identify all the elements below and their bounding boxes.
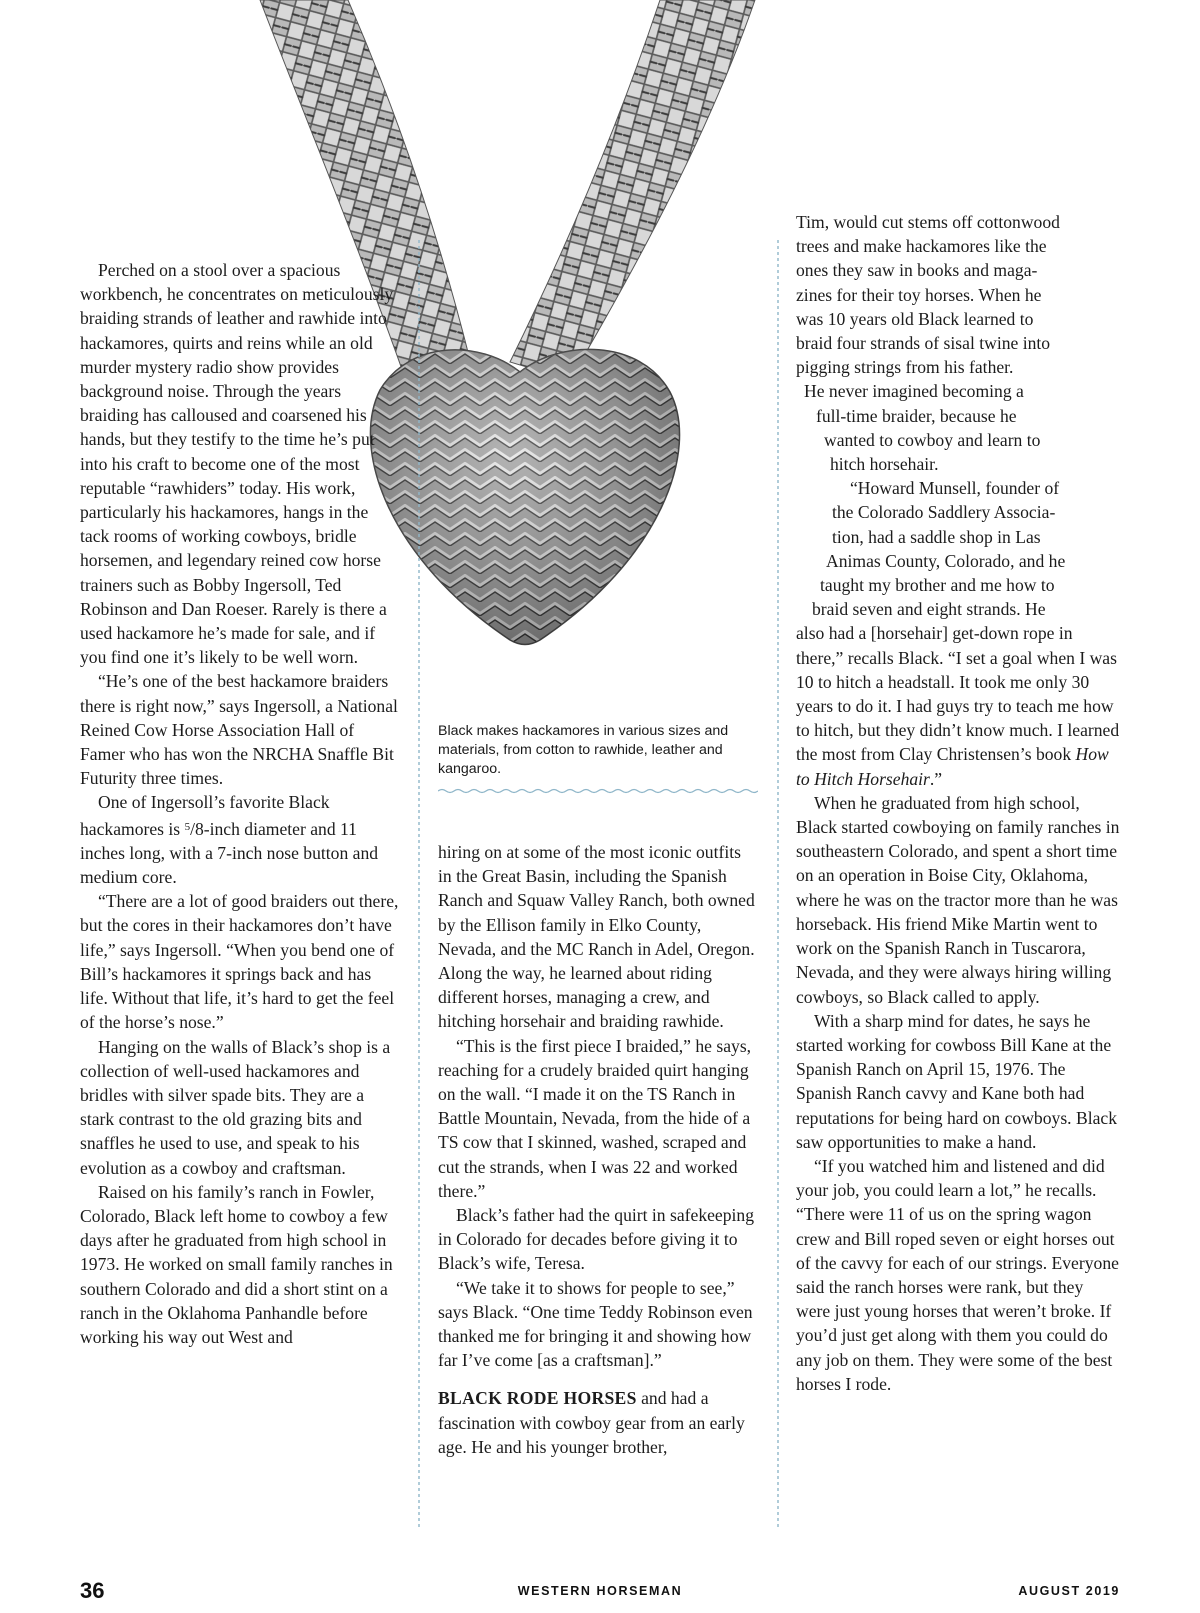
paragraph: Black’s father had the quirt in safekeeping in Colorado for decades before giving it to Black’s wife, Teresa.: [438, 1205, 755, 1274]
paragraph: He never imagined becoming a full-time braider, because he wanted to cowboy and learn to hitch horsehair.: [804, 381, 1041, 475]
paragraph: When he graduated from high school, Black started cowboying on family ranches in southeastern Colorado, and spent a short time on an operation in Boise City, Oklahoma, where he was on the tractor more than he was horseback. His friend Mike Martin went to work on the Spanish Ranch in Tuscarora, Nevada, and they were always hiring willing cowboys, so Black called to apply.: [796, 792, 1120, 1007]
paragraph: “He’s one of the best hackamore braiders there is right now,” says Ingersoll, a National Reined Cow Horse Association Hall of Famer who has won the NRCHA Snaffle Bit Futurity three times.: [80, 671, 398, 789]
paragraph: “If you watched him and listened and did your job, you could learn a lot,” he recalls. “There were 11 of us on the spring wagon crew and Bill roped seven or eight horses out of the cavvy for each of our strings. Everyone said the ranch horses were rank, but they were just young horses that weren’t broke. If you’d just get along with them you could do any job on them. They were some of the best horses I rode.: [796, 1155, 1119, 1394]
paragraph: One of Ingersoll’s favorite Black hackamores is $^5$/8-inch diameter and 11 inches long, with a 7-inch nose button and medium core.: [80, 792, 379, 888]
column-1: [80, 258, 400, 1349]
paragraph: Hanging on the walls of Black’s shop is a collection of well-used hackamores and bridles with silver spade bits. They are a stark contrast to the old grazing bits and snaffles he used to use, and speak to his evolution as a cowboy and craftsman.: [80, 1036, 391, 1178]
book-title: How to Hitch Horsehair: [796, 744, 1109, 789]
section-lead-in: BLACK RODE HORSES: [438, 1388, 637, 1409]
column-divider-left: [416, 240, 422, 1530]
paragraph: “We take it to shows for people to see,” says Black. “One time Teddy Robinson even thanked me for bringing it and showing how far I’ve come [as a craftsman].”: [438, 1277, 753, 1371]
paragraph: Tim, would cut stems off cottonwood trees and make hackamores like the ones they saw in books and maga- zines for their toy horses. When he was 10 years old Black learned to braid four strands of sisal twine into pigging strings from his father.: [796, 212, 1060, 378]
paragraph: “Howard Munsell, founder of the Colorado Saddlery Associa- tion, had a saddle shop in Las Animas County, Colorado, and he taught my brother and me how to braid seven and eight strands. He also had a [horsehair] get-down rope in there,” recalls Black. “I set a goal when I was 10 to hitch a headstall. It took me only 30 years to do it. I had guys try to teach me how to hitch, but they didn’t know much. I learned the most from Clay Christensen’s book How to Hitch Horsehair.”: [796, 478, 1120, 789]
paragraph: With a sharp mind for dates, he says he started working for cowboss Bill Kane at the Spanish Ranch on April 15, 1976. The Spanish Ranch cavvy and Kane both had reputations for being hard on cowboys. Black saw opportunities to make a hand.: [796, 1010, 1118, 1152]
column-2: [438, 840, 758, 1459]
magazine-name: WESTERN HORSEMAN: [517, 1584, 683, 1598]
section-paragraph: BLACK RODE HORSES and had a fascination with cowboy gear from an early age. He and his younger brother,: [438, 1388, 745, 1457]
paragraph: hiring on at some of the most iconic outfits in the Great Basin, including the Spanish Ranch and Squaw Valley Ranch, both owned by the Ellison family in Elko County, Nevada, and the MC Ranch in Adel, Oregon. Along the way, he learned about riding different horses, managing a crew, and hitching horsehair and braiding rawhide.: [438, 842, 755, 1032]
right-rope: [510, 0, 755, 380]
paragraph: Raised on his family’s ranch in Fowler, Colorado, Black left home to cowboy a few days after he graduated from high school in 1973. He worked on small family ranches in southern Colorado and did a short stint on a ranch in the Oklahoma Panhandle before working his way out West and: [80, 1181, 393, 1347]
paragraph: Perched on a stool over a spacious workbench, he concentrates on meticulously braiding strands of leather and rawhide into hackamores, quirts and reins while an old murder mystery radio show provides background noise. Through the years braiding has calloused and coarsened his hands, but they testify to the time he’s put into his craft to become one of the most reputable “rawhiders” today. His work, particularly his hackamores, hangs in the tack rooms of working cowboys, bridle horsemen, and legendary reined cow horse trainers such as Bobby Ingersoll, Ted Robinson and Dan Roeser. Rarely is there a used hackamore he’s made for sale, and if you find one it’s likely to be well worn.: [80, 260, 394, 668]
photo-caption: Black makes hackamores in various sizes and materials, from cotton to rawhide, leather and kangaroo.: [438, 723, 729, 777]
issue-date: AUGUST 2019: [1018, 1584, 1120, 1598]
caption-divider: [438, 788, 758, 794]
column-divider-right: [775, 240, 781, 1530]
paragraph: “There are a lot of good braiders out there, but the cores in their hackamores don’t have life,” says Ingersoll. “When you bend one of Bill’s hackamores it springs back and has life. Without that life, it’s hard to get the feel of the horse’s nose.”: [80, 891, 399, 1033]
page-number: 36: [80, 1578, 105, 1603]
paragraph: “This is the first piece I braided,” he says, reaching for a crudely braided quirt hanging on the wall. “I made it on the TS Ranch in Battle Mountain, Nevada, from the hide of a TS cow that I skinned, washed, scraped and cut the strands, when I was 22 and worked there.”: [438, 1035, 752, 1201]
column-3: [796, 210, 1121, 1396]
